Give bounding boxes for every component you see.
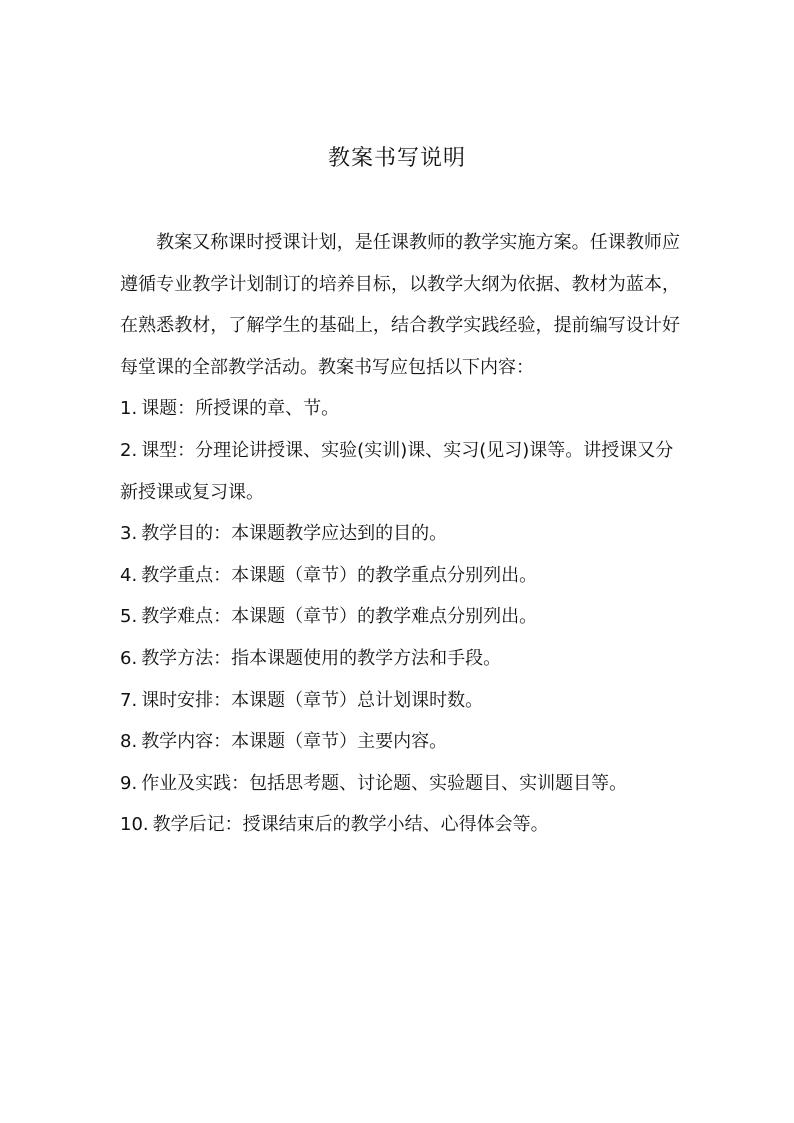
item-text: 教学方法：指本课题使用的教学方法和手段。 <box>141 647 502 669</box>
content-list <box>120 388 680 846</box>
item-number: 3. <box>120 523 138 545</box>
item-text: 教学后记：授课结束后的教学小结、心得体会等。 <box>152 814 549 836</box>
item-text: 课时安排：本课题（章节）总计划课时数。 <box>141 689 484 711</box>
list-item <box>120 638 680 680</box>
item-text: 课题：所授课的章、节。 <box>141 398 340 420</box>
list-item <box>120 763 680 805</box>
item-number: 6. <box>120 647 138 669</box>
list-item <box>120 555 680 597</box>
list-item <box>120 804 680 846</box>
item-text: 课型：分理论讲授课、实验(实训)课、实习(见习)课等。讲授课又分新授课或复习课。 <box>120 439 674 503</box>
item-number: 10. <box>120 814 149 836</box>
list-item <box>120 430 680 513</box>
item-number: 2. <box>120 439 138 461</box>
list-item <box>120 388 680 430</box>
item-number: 7. <box>120 689 138 711</box>
list-item <box>120 680 680 722</box>
item-number: 4. <box>120 564 138 586</box>
item-number: 8. <box>120 731 138 753</box>
item-text: 教学重点：本课题（章节）的教学重点分别列出。 <box>141 564 538 586</box>
item-text: 教学目的：本课题教学应达到的目的。 <box>141 523 448 545</box>
intro-paragraph: 教案又称课时授课计划，是任课教师的教学实施方案。任课教师应遵循专业教学计划制订的培养目标，以教学大纲为依据、教材为蓝本，在熟悉教材，了解学生的基础上，结合教学实践经验，提前编写设计好每堂课的全部教学活动。教案书写应包括以下内容： <box>120 232 680 378</box>
list-item <box>120 513 680 555</box>
page-title: 教案书写说明 <box>327 146 466 171</box>
document-body <box>120 222 680 846</box>
item-number: 9. <box>120 772 138 794</box>
item-text: 作业及实践：包括思考题、讨论题、实验题目、实训题目等。 <box>141 772 628 794</box>
item-number: 1. <box>120 398 138 420</box>
item-text: 教学难点：本课题（章节）的教学难点分别列出。 <box>141 606 538 628</box>
item-number: 5. <box>120 606 138 628</box>
list-item <box>120 721 680 763</box>
list-item <box>120 596 680 638</box>
item-text: 教学内容：本课题（章节）主要内容。 <box>141 731 448 753</box>
